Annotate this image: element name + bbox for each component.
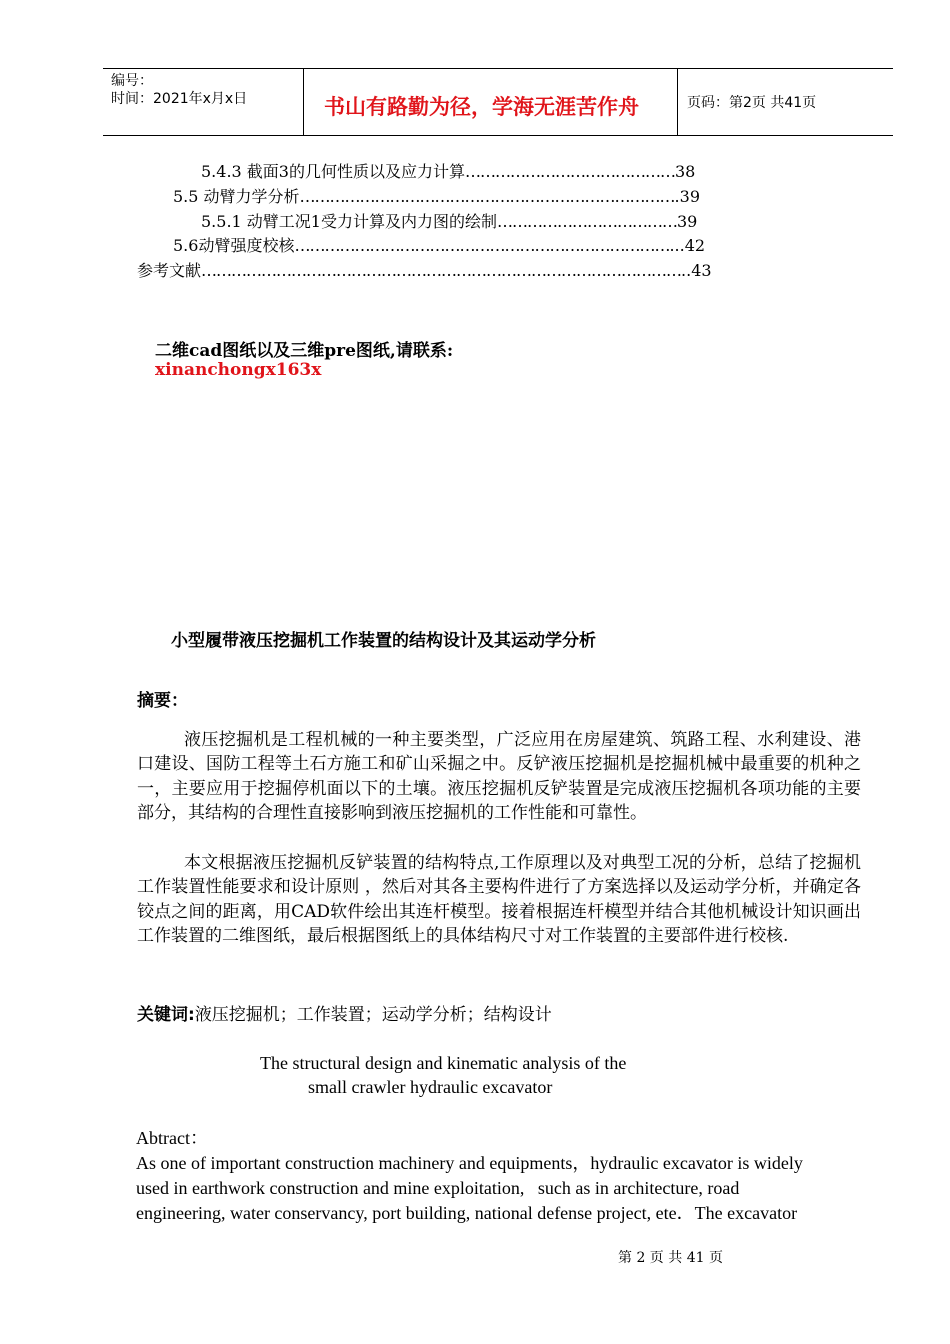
toc-leader: …………………………………………………………………………………… [201,261,682,280]
toc-label: 5.4.3 截面3的几何性质以及应力计算 [201,162,465,181]
toc-label: 5.5 动臂力学分析 [173,187,300,206]
paper-title-en-line2: small crawler hydraulic excavator [308,1077,553,1097]
abstract-paragraph-2: 本文根据液压挖掘机反铲装置的结构特点,工作原理以及对典型工况的分析，总结了挖掘机工作装置性能要求和设计原则 ，然后对其各主要构件进行了方案选择以及运动学分析，并确定各铰点之间的距离，用CAD软件绘出其连杆模型。接着根据连杆模型并结合其他机械设计知识画出工作装置的二维图纸，最后根据图纸上的具体结构尺寸对工作装置的主要部件进行校核. [137,853,861,946]
abstract-en-line: used in earthwork construction and mine exploitation, such as in architecture, road [136,1178,740,1198]
toc-label: 5.6动臂强度校核 [173,236,295,255]
toc-row [201,161,695,183]
toc-leader: ………………………………………………………………… [299,187,675,206]
abstract-label-en: Abtract： [136,1128,208,1148]
header-page-info: 页码：第2页 共41页 [687,95,817,111]
toc-page: 39 [676,212,698,231]
header-top-border [103,68,893,69]
contact-line: 二维cad图纸以及三维pre图纸,请联系: [155,341,454,361]
abstract-en-line: engineering, water conservancy, port building, national defense project, ete．The excavator [136,1203,798,1223]
header-divider-1 [303,68,304,135]
header-divider-2 [677,68,678,135]
toc-page: ...42 [669,236,706,255]
toc-leader: …………………………………… [464,162,675,181]
toc-label: 5.5.1 动臂工况1受力计算及内力图的绘制 [201,212,497,231]
toc-label: 参考文献 [137,261,202,280]
keywords-label: 关键词: [137,1005,195,1025]
paper-title-en-line1: The structural design and kinematic analysis of the [260,1053,627,1073]
header-bottom-border [103,135,893,136]
header-code-label: 编号： [111,73,153,89]
abstract-label-cn: 摘要： [137,691,188,711]
toc-leader: ……………………………… [496,212,677,231]
toc-row [137,260,712,282]
header-time-label: 时间：2021年x月x日 [111,91,248,107]
abstract-paragraph-1: 液压挖掘机是工程机械的一种主要类型，广泛应用在房屋建筑、筑路工程、水利建设、港口建设、国防工程等土石方施工和矿山采掘之中。反铲液压挖掘机是挖掘机械中最重要的机种之一，主要应用于挖掘停机面以下的土壤。液压挖掘机反铲装置是完成液压挖掘机各项功能的主要部分，其结构的合理性直接影响到液压挖掘机的工作性能和可靠性。 [137,730,861,823]
toc-page: .39 [674,187,700,206]
toc-row [201,211,697,233]
toc-page: ..43 [681,261,712,280]
toc-leader: ………………………………………………………………… [294,236,670,255]
page-footer: 第 2 页 共 41 页 [618,1250,723,1266]
contact-id: xinanchongx163x [155,360,322,380]
keywords-text: 液压挖掘机；工作装置；运动学分析；结构设计 [194,1005,552,1025]
abstract-en-line: As one of important construction machinery and equipments，hydraulic excavator is widely [136,1153,803,1173]
header-motto: 书山有路勤为径，学海无涯苦作舟 [324,95,639,119]
toc-row [173,235,705,257]
keywords [137,1000,552,1025]
toc-row [173,186,700,208]
paper-title-cn: 小型履带液压挖掘机工作装置的结构设计及其运动学分析 [171,631,596,651]
toc-page: 38 [674,162,696,181]
